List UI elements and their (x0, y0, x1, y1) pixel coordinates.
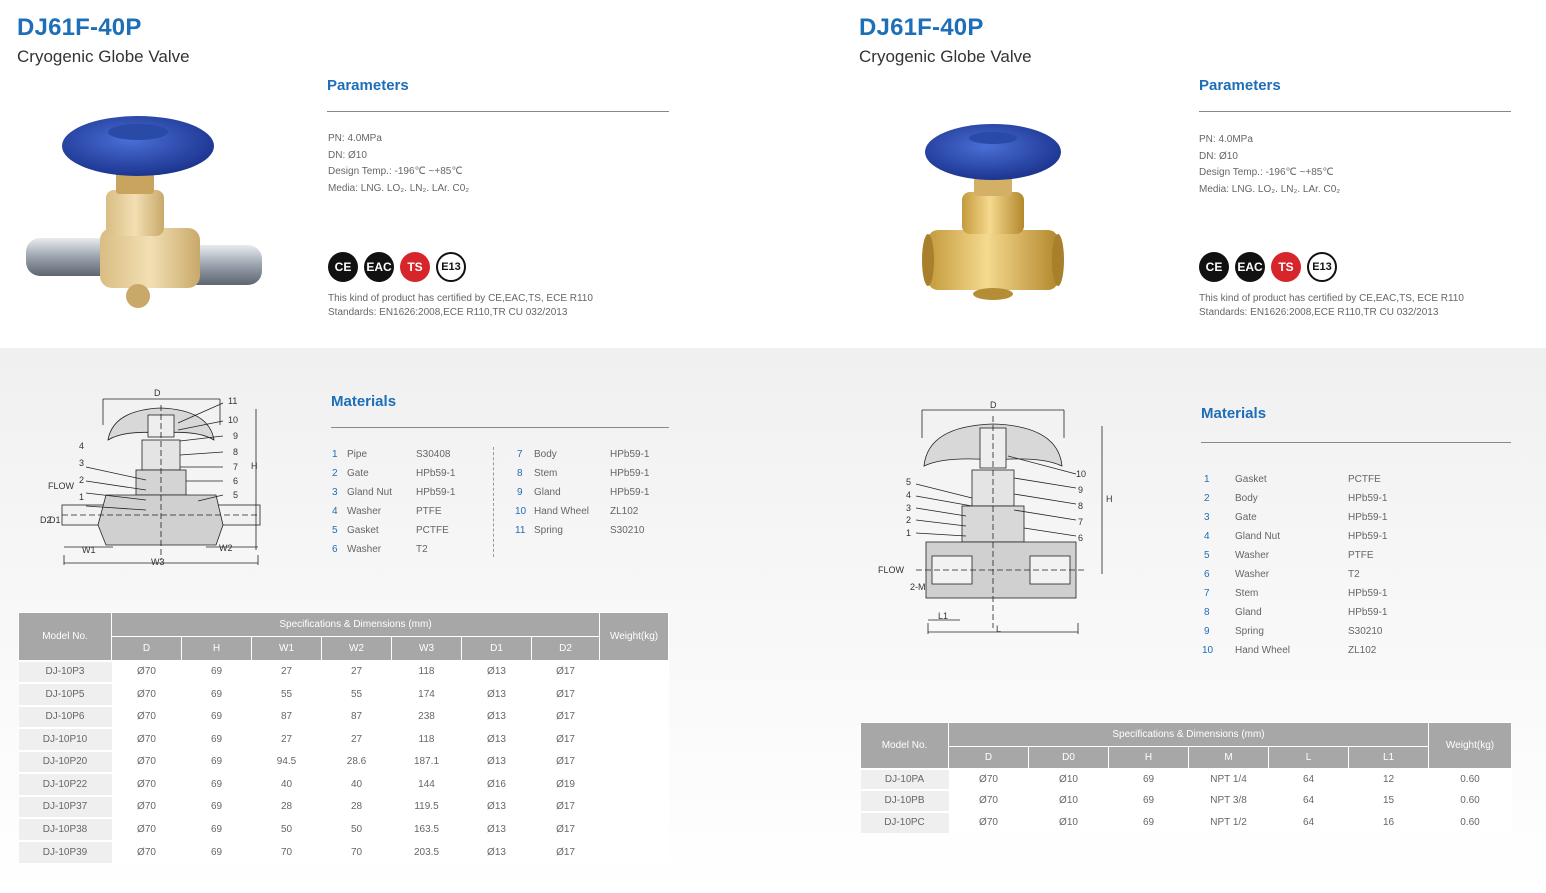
certification-logos (328, 252, 466, 282)
table-cell: 118 (392, 661, 462, 684)
parameters-list (1199, 132, 1340, 198)
callout-4: 4 (79, 441, 85, 451)
ce-mark-icon: CE (328, 252, 358, 282)
spec-table (860, 722, 1512, 833)
table-cell: Ø70 (112, 773, 182, 796)
table-cell: 64 (1269, 790, 1349, 812)
col-header: M (1189, 747, 1269, 769)
callout-2: 2 (906, 515, 912, 525)
table-cell: Ø70 (112, 661, 182, 684)
table-cell: 69 (182, 706, 252, 729)
flow-label: FLOW (878, 565, 904, 575)
materials-list: 1 Gasket PCTFE 2 Body HPb59-1 3 Gate HPb59-1 4 Gland Nut HPb59-1 5 Washer PTFE 6 Washer T2 7 Stem HPb59-1 8 Gland HPb59-1 9 Spring S30210 10 Hand Wheel ZL102 (1202, 474, 1388, 656)
model-no-cell: DJ-10P20 (19, 751, 112, 774)
callout-8: 8 (233, 447, 239, 457)
table-row (19, 796, 669, 819)
spec-table-body (861, 769, 1512, 834)
table-cell: 27 (252, 661, 322, 684)
parameters-rule (1199, 111, 1511, 112)
dim-w3-label: W3 (151, 557, 165, 567)
table-cell: 69 (182, 728, 252, 751)
col-header: L (1269, 747, 1349, 769)
table-row (861, 812, 1512, 834)
table-cell: Ø70 (112, 818, 182, 841)
table-cell: 40 (252, 773, 322, 796)
table-row (19, 683, 669, 706)
table-cell: 69 (182, 751, 252, 774)
table-row (19, 751, 669, 774)
table-cell: NPT 1/4 (1189, 769, 1269, 791)
weight-cell (600, 818, 669, 841)
eac-mark-icon: EAC (1235, 252, 1265, 282)
table-cell: 144 (392, 773, 462, 796)
callout-9: 9 (1078, 485, 1084, 495)
table-row (19, 818, 669, 841)
model-no-cell: DJ-10P22 (19, 773, 112, 796)
table-cell: Ø70 (949, 812, 1029, 834)
table-cell: 69 (182, 683, 252, 706)
model-no-cell: DJ-10P37 (19, 796, 112, 819)
weight-cell (600, 728, 669, 751)
table-cell: 69 (1109, 812, 1189, 834)
dim-d-label: D (990, 400, 997, 410)
dim-d1-label: D1 (49, 515, 61, 525)
table-cell: 70 (322, 841, 392, 864)
table-cell: Ø17 (532, 706, 600, 729)
callout-8: 8 (1078, 501, 1084, 511)
callout-6: 6 (1078, 533, 1084, 543)
parameters-heading: Parameters (327, 77, 409, 94)
parameters-list (328, 131, 469, 197)
ce-mark-icon: CE (1199, 252, 1229, 282)
table-cell: Ø13 (462, 661, 532, 684)
dim-d2-label: D2 (40, 515, 52, 525)
col-header: D (112, 637, 182, 661)
materials-heading: Materials (1201, 405, 1267, 422)
dim-m-label: 2-M (910, 582, 926, 592)
table-row (19, 706, 669, 729)
table-cell: Ø16 (462, 773, 532, 796)
spec-group-header: Specifications & Dimensions (mm) (949, 723, 1429, 747)
col-header: W3 (392, 637, 462, 661)
table-cell: Ø13 (462, 751, 532, 774)
callout-3: 3 (79, 458, 85, 468)
table-cell: 69 (1109, 790, 1189, 812)
weight-cell: 0.60 (1429, 812, 1512, 834)
table-cell: Ø70 (112, 706, 182, 729)
parameters-rule (327, 111, 669, 112)
weight-cell: 0.60 (1429, 790, 1512, 812)
dim-l-label: L (996, 624, 1002, 634)
e13-mark-icon: E13 (436, 252, 466, 282)
param-pn: PN: 4.0MPa (328, 133, 382, 144)
table-cell: 87 (252, 706, 322, 729)
weight-cell (600, 706, 669, 729)
table-cell: 28.6 (322, 751, 392, 774)
col-header: D1 (462, 637, 532, 661)
table-cell: 64 (1269, 769, 1349, 791)
table-row (19, 728, 669, 751)
callout-1: 1 (79, 492, 85, 502)
table-cell: Ø70 (112, 796, 182, 819)
param-design-temp: Design Temp.: -196℃ ~+85℃ (328, 166, 463, 177)
col-header: D (949, 747, 1029, 769)
table-cell: 69 (182, 661, 252, 684)
callout-10: 10 (1076, 469, 1087, 479)
table-cell: Ø17 (532, 683, 600, 706)
callout-5: 5 (906, 477, 912, 487)
table-cell: Ø19 (532, 773, 600, 796)
col-header: W1 (252, 637, 322, 661)
model-no-cell: DJ-10P10 (19, 728, 112, 751)
materials-rule (1201, 442, 1511, 443)
col-header: D0 (1029, 747, 1109, 769)
materials-rule (331, 427, 669, 428)
model-no-cell: DJ-10PB (861, 790, 949, 812)
valve-section-drawing (876, 398, 1116, 638)
weight-cell (600, 841, 669, 864)
table-cell: Ø17 (532, 841, 600, 864)
table-cell: Ø17 (532, 796, 600, 819)
weight-cell (600, 796, 669, 819)
model-no-cell: DJ-10PC (861, 812, 949, 834)
dim-h-label: H (1106, 494, 1113, 504)
table-cell: 69 (182, 818, 252, 841)
flow-label: FLOW (48, 481, 74, 491)
e13-mark-icon: E13 (1307, 252, 1337, 282)
table-cell: 69 (182, 796, 252, 819)
weight-cell (600, 773, 669, 796)
callout-1: 1 (906, 528, 912, 538)
callout-2: 2 (79, 475, 85, 485)
table-cell: 69 (1109, 769, 1189, 791)
weight-cell (600, 751, 669, 774)
model-no-cell: DJ-10P39 (19, 841, 112, 864)
table-cell: Ø70 (112, 841, 182, 864)
weight-header: Weight(kg) (600, 613, 669, 661)
cert-note-text: This kind of product has certified by CE,EAC,TS, ECE R110 (1199, 293, 1464, 304)
param-media: Media: LNG. LO₂. LN₂. LAr. C0₂ (328, 182, 470, 194)
table-cell: 12 (1349, 769, 1429, 791)
materials-divider (493, 447, 494, 557)
table-cell: Ø70 (112, 683, 182, 706)
weight-cell (600, 683, 669, 706)
eac-mark-icon: EAC (364, 252, 394, 282)
model-no-cell: DJ-10P6 (19, 706, 112, 729)
table-cell: 87 (322, 706, 392, 729)
table-cell: 55 (252, 683, 322, 706)
table-cell: Ø70 (949, 769, 1029, 791)
valve-photo (20, 110, 270, 310)
model-no-header: Model No. (19, 613, 112, 661)
table-cell: 50 (252, 818, 322, 841)
model-no-cell: DJ-10P38 (19, 818, 112, 841)
param-dn: DN: Ø10 (1199, 150, 1238, 162)
table-cell: Ø13 (462, 818, 532, 841)
table-cell: 163.5 (392, 818, 462, 841)
table-cell: Ø17 (532, 751, 600, 774)
table-cell: Ø17 (532, 661, 600, 684)
table-cell: 69 (182, 773, 252, 796)
dim-w2-label: W2 (219, 543, 233, 553)
certification-note (328, 292, 593, 320)
table-cell: 118 (392, 728, 462, 751)
valve-photo (912, 122, 1072, 302)
table-cell: 69 (182, 841, 252, 864)
cert-note-text: This kind of product has certified by CE,EAC,TS, ECE R110 (328, 293, 593, 304)
param-design-temp: Design Temp.: -196℃ ~+85℃ (1199, 167, 1334, 178)
callout-7: 7 (1078, 517, 1084, 527)
callout-11: 11 (228, 396, 238, 406)
model-no-cell: DJ-10PA (861, 769, 949, 791)
product-subtitle: Cryogenic Globe Valve (17, 47, 190, 66)
table-cell: Ø10 (1029, 769, 1109, 791)
standards-text: Standards: EN1626:2008,ECE R110,TR CU 032/2013 (1199, 307, 1439, 318)
table-row (19, 841, 669, 864)
table-cell: Ø13 (462, 841, 532, 864)
col-header: W2 (322, 637, 392, 661)
table-cell: Ø10 (1029, 812, 1109, 834)
weight-cell: 0.60 (1429, 769, 1512, 791)
param-pn: PN: 4.0MPa (1199, 134, 1253, 145)
materials-heading: Materials (331, 393, 397, 410)
table-cell: 238 (392, 706, 462, 729)
table-row (19, 661, 669, 684)
table-cell: 70 (252, 841, 322, 864)
table-cell: Ø70 (949, 790, 1029, 812)
table-cell: Ø13 (462, 728, 532, 751)
param-media: Media: LNG. LO₂. LN₂. LAr. C0₂ (1199, 183, 1341, 195)
table-cell: 64 (1269, 812, 1349, 834)
table-cell: NPT 1/2 (1189, 812, 1269, 834)
materials-list: 1 Pipe S30408 2 Gate HPb59-1 3 Gland Nut HPb59-1 4 Washer PTFE 5 Gasket PCTFE 6 Washer T2 7 Body HPb59-1 8 Stem HPb59-1 9 Gland HPb59-1 10 Hand Wheel ZL102 11 Spring S30210 (332, 449, 650, 555)
dim-d-label: D (154, 388, 161, 398)
ts-mark-icon: TS (400, 252, 430, 282)
weight-cell (600, 661, 669, 684)
table-cell: 40 (322, 773, 392, 796)
valve-section-drawing (38, 385, 278, 570)
table-cell: 27 (322, 728, 392, 751)
table-row (861, 769, 1512, 791)
certification-note (1199, 292, 1464, 320)
table-cell: Ø13 (462, 706, 532, 729)
product-model-title: DJ61F-40P (859, 14, 984, 41)
right-product-panel (842, 0, 1546, 893)
table-row (861, 790, 1512, 812)
table-cell: Ø17 (532, 728, 600, 751)
table-cell: 94.5 (252, 751, 322, 774)
table-cell: 27 (252, 728, 322, 751)
callout-9: 9 (233, 431, 239, 441)
dim-l1-label: L1 (938, 611, 949, 621)
table-cell: 55 (322, 683, 392, 706)
table-cell: 50 (322, 818, 392, 841)
table-cell: Ø13 (462, 683, 532, 706)
table-row (19, 773, 669, 796)
table-cell: Ø10 (1029, 790, 1109, 812)
callout-6: 6 (233, 476, 239, 486)
table-cell: 27 (322, 661, 392, 684)
dim-h-label: H (251, 461, 258, 471)
table-cell: NPT 3/8 (1189, 790, 1269, 812)
spec-group-header: Specifications & Dimensions (mm) (112, 613, 600, 637)
table-cell: 187.1 (392, 751, 462, 774)
col-header: L1 (1349, 747, 1429, 769)
standards-text: Standards: EN1626:2008,ECE R110,TR CU 032/2013 (328, 307, 568, 318)
callout-7: 7 (233, 462, 239, 472)
spec-table-body (19, 661, 669, 864)
model-no-header: Model No. (861, 723, 949, 769)
table-cell: 119.5 (392, 796, 462, 819)
table-cell: Ø70 (112, 728, 182, 751)
table-cell: 15 (1349, 790, 1429, 812)
table-cell: 203.5 (392, 841, 462, 864)
weight-header: Weight(kg) (1429, 723, 1512, 769)
table-cell: 28 (252, 796, 322, 819)
col-header: H (182, 637, 252, 661)
col-header: D2 (532, 637, 600, 661)
table-cell: 174 (392, 683, 462, 706)
product-subtitle: Cryogenic Globe Valve (859, 47, 1032, 66)
certification-logos (1199, 252, 1337, 282)
table-cell: 28 (322, 796, 392, 819)
table-cell: Ø70 (112, 751, 182, 774)
table-cell: 16 (1349, 812, 1429, 834)
dim-w1-label: W1 (82, 545, 96, 555)
callout-5: 5 (233, 490, 239, 500)
callout-3: 3 (906, 503, 912, 513)
table-cell: Ø17 (532, 818, 600, 841)
callout-10: 10 (228, 415, 239, 425)
ts-mark-icon: TS (1271, 252, 1301, 282)
spec-table (18, 612, 669, 863)
product-model-title: DJ61F-40P (17, 14, 142, 41)
col-header: H (1109, 747, 1189, 769)
parameters-heading: Parameters (1199, 77, 1281, 94)
model-no-cell: DJ-10P5 (19, 683, 112, 706)
model-no-cell: DJ-10P3 (19, 661, 112, 684)
callout-4: 4 (906, 490, 912, 500)
table-cell: Ø13 (462, 796, 532, 819)
param-dn: DN: Ø10 (328, 149, 367, 161)
